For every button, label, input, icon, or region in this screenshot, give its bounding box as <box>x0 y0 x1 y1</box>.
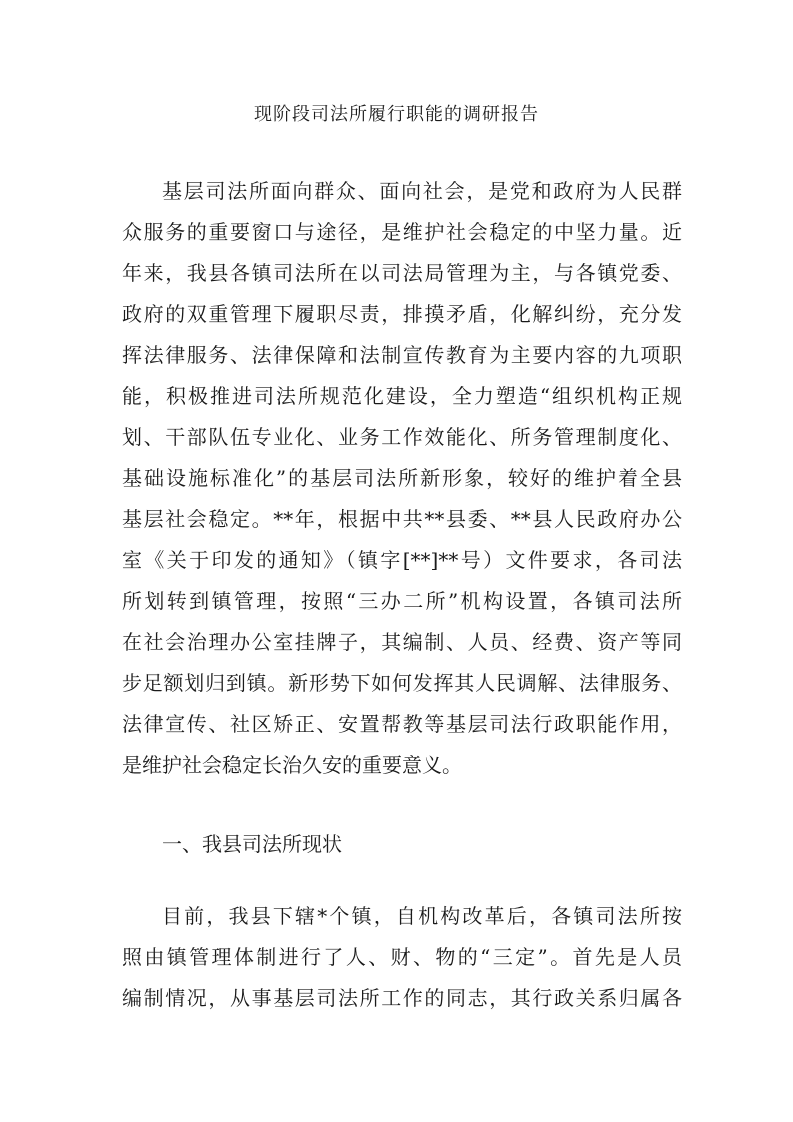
paragraph-1-line: 室《关于印发的通知》（镇字[**]**号）文件要求，各司法 <box>122 548 682 572</box>
paragraph-1-line: 基层司法所面向群众、面向社会，是党和政府为人民群 <box>162 179 682 203</box>
paragraph-1-line: 步足额划归到镇。新形势下如何发挥其人民调解、法律服务、 <box>122 671 682 695</box>
paragraph-1-line: 基础设施标准化”的基层司法所新形象，较好的维护着全县 <box>122 466 682 490</box>
paragraph-2-line: 目前，我县下辖*个镇，自机构改革后，各镇司法所按 <box>162 904 682 928</box>
paragraph-1-line: 挥法律服务、法律保障和法制宣传教育为主要内容的九项职 <box>122 343 682 367</box>
section-1-heading: 一、我县司法所现状 <box>162 832 342 856</box>
paragraph-1-line: 法律宣传、社区矫正、安置帮教等基层司法行政职能作用， <box>122 712 682 736</box>
paragraph-2-line: 编制情况，从事基层司法所工作的同志，其行政关系归属各 <box>122 986 682 1010</box>
paragraph-1-line: 政府的双重管理下履职尽责，排摸矛盾，化解纠纷，充分发 <box>122 302 682 326</box>
paragraph-2-line: 照由镇管理体制进行了人、财、物的“三定”。首先是人员 <box>122 945 682 969</box>
paragraph-1-line: 年来，我县各镇司法所在以司法局管理为主，与各镇党委、 <box>122 261 682 285</box>
paragraph-1-line: 在社会治理办公室挂牌子，其编制、人员、经费、资产等同 <box>122 630 682 654</box>
document-title: 现阶段司法所履行职能的调研报告 <box>254 104 539 125</box>
paragraph-1-line: 是维护社会稳定长治久安的重要意义。 <box>122 753 462 777</box>
paragraph-1-line: 基层社会稳定。**年，根据中共**县委、**县人民政府办公 <box>122 507 682 531</box>
paragraph-1-line: 众服务的重要窗口与途径，是维护社会稳定的中坚力量。近 <box>122 220 682 244</box>
paragraph-1-line: 划、干部队伍专业化、业务工作效能化、所务管理制度化、 <box>122 425 682 449</box>
paragraph-1-line: 能，积极推进司法所规范化建设，全力塑造“组织机构正规 <box>122 384 682 408</box>
paragraph-1-line: 所划转到镇管理，按照“三办二所”机构设置，各镇司法所 <box>122 589 682 613</box>
